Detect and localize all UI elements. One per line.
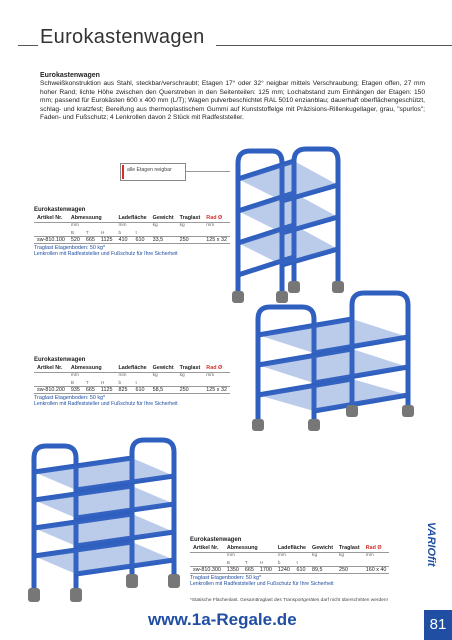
cart-image-medium <box>242 285 426 433</box>
sub-cell <box>203 229 230 236</box>
cell-width: 1350 <box>224 566 242 573</box>
sub-cell <box>363 559 390 566</box>
sub-cell: T <box>83 379 98 386</box>
sub-cell: T <box>242 559 257 566</box>
unit-cell: mm <box>70 223 79 229</box>
col-load: Traglast <box>177 365 204 372</box>
col-load-area: Ladefläche <box>275 545 309 552</box>
article-number: sw-810.100 <box>34 236 68 243</box>
unit-cell: kg <box>179 223 185 229</box>
spec-note-safety: Lenkrollen mit Radfeststeller und Fußschutz für Ihre Sicherheit <box>190 580 334 587</box>
table-row <box>34 386 230 393</box>
spec-heading: Eurokastenwagen <box>34 207 86 213</box>
sub-cell <box>336 559 363 566</box>
footnote: *Statische Flächenlast. Gesamttraglast des Transportgerätes darf nicht überschritten werden! <box>190 598 388 603</box>
callout-accent-bar <box>122 165 124 179</box>
cart-image-small <box>224 141 352 307</box>
unit-cell: mm <box>70 373 79 379</box>
spec-heading: Eurokastenwagen <box>34 357 86 363</box>
unit-cell: mm <box>277 553 286 559</box>
intro-heading: Eurokastenwagen <box>40 72 100 79</box>
sub-cell: t <box>294 559 310 566</box>
sub-cell <box>177 379 204 386</box>
unit-cell: kg <box>152 373 158 379</box>
cell-area-t: 610 <box>294 566 310 573</box>
sub-cell: b <box>115 229 132 236</box>
sub-cell <box>309 559 336 566</box>
col-wheel: Rad Ø <box>363 545 390 552</box>
col-article: Artikel Nr. <box>34 215 68 222</box>
unit-cell: kg <box>339 553 345 559</box>
sub-cell: B <box>68 229 83 236</box>
spec-block-1 <box>34 207 230 257</box>
spec-note-safety: Lenkrollen mit Radfeststeller und Fußschutz für Ihre Sicherheit <box>34 400 178 407</box>
cell-area-b: 1240 <box>275 566 294 573</box>
cell-height: 1700 <box>257 566 275 573</box>
sub-cell: H <box>257 559 275 566</box>
spec-note-load: Traglast Etagenboden: 50 kg* <box>34 394 106 401</box>
unit-cell: kg <box>312 553 318 559</box>
unit-cell: mm <box>365 553 374 559</box>
title-row <box>18 26 438 50</box>
spec-note-load: Traglast Etagenboden: 50 kg* <box>34 244 106 251</box>
cart-image-large <box>20 436 188 606</box>
sub-cell: t <box>133 379 150 386</box>
sub-cell: b <box>275 559 294 566</box>
sub-cell <box>150 229 177 236</box>
intro-body: Schweißkonstruktion aus Stahl, steckbar/verschraubt; Etagen 17° oder 32° neigbar mittels Verschraubung; Etagen offen, 27 mm hoher Rand; lichte Höhe zwischen den Querstreben in den Seitenteilen: 125 mm; Lochabstand zum Einhängen der Etagen: 150 mm; passend für Eurokästen 600 x 400 mm (L/T); Wagen pulverbeschichtet RAL 5010 enzianblau; dauerhaft oberflächengeschützt, schlag- und kratzfest; Bereifung aus thermoplastischem Gummi auf Kunststoffelge mit Präzisions-Rillenkugellager, grau, "spurlos"; Faden- und Fußschutz; 4 Lenkrollen davon 2 Stück mit Radfeststeller. <box>40 80 425 122</box>
tilt-callout: alle Etagen neigbar <box>120 163 186 181</box>
col-article: Artikel Nr. <box>190 545 224 552</box>
page-number: 81 <box>424 610 452 640</box>
col-article: Artikel Nr. <box>34 365 68 372</box>
unit-cell: mm <box>206 223 215 229</box>
table-row <box>34 236 230 243</box>
unit-cell <box>34 372 68 379</box>
cell-load: 250 <box>336 566 363 573</box>
title-rule-left <box>18 45 38 46</box>
cell-depth: 665 <box>242 566 257 573</box>
sub-cell <box>177 229 204 236</box>
unit-cell: mm <box>118 373 127 379</box>
col-load-area: Ladefläche <box>115 215 149 222</box>
cell-depth: 665 <box>83 386 98 393</box>
unit-cell <box>190 552 224 559</box>
spec-table <box>34 365 230 394</box>
cell-area-t: 610 <box>133 386 150 393</box>
spec-table <box>34 215 230 244</box>
cell-weight: 33,5 <box>150 236 177 243</box>
brand-logo <box>423 522 437 592</box>
cell-wheel: 160 x 40 <box>363 566 390 573</box>
sub-cell: B <box>68 379 83 386</box>
col-load-area: Ladefläche <box>115 365 149 372</box>
cell-area-b: 825 <box>115 386 132 393</box>
col-load: Traglast <box>177 215 204 222</box>
cell-width: 520 <box>68 236 83 243</box>
col-wheel: Rad Ø <box>203 365 230 372</box>
brand-text: VARIOfit <box>425 522 437 567</box>
unit-cell: mm <box>226 553 235 559</box>
sub-cell <box>34 229 68 236</box>
unit-cell: kg <box>152 223 158 229</box>
sub-cell: H <box>98 229 116 236</box>
sub-cell: B <box>224 559 242 566</box>
col-dimensions: Abmessung <box>224 545 275 552</box>
cell-depth: 665 <box>83 236 98 243</box>
col-dimensions: Abmessung <box>68 365 116 372</box>
spec-table <box>190 545 389 574</box>
cell-weight: 58,5 <box>150 386 177 393</box>
article-number: sw-810.300 <box>190 566 224 573</box>
cell-load: 250 <box>177 386 204 393</box>
sub-cell: T <box>83 229 98 236</box>
cell-area-t: 610 <box>133 236 150 243</box>
col-weight: Gewicht <box>150 365 177 372</box>
spec-block-3 <box>190 537 389 587</box>
sub-cell <box>150 379 177 386</box>
unit-cell: mm <box>118 223 127 229</box>
sub-cell: b <box>115 379 132 386</box>
sub-cell <box>190 559 224 566</box>
cell-width: 935 <box>68 386 83 393</box>
spec-heading: Eurokastenwagen <box>190 537 242 543</box>
cell-area-b: 410 <box>115 236 132 243</box>
table-row <box>190 566 389 573</box>
cell-wheel: 125 x 32 <box>203 386 230 393</box>
col-weight: Gewicht <box>150 215 177 222</box>
cell-height: 1125 <box>98 386 116 393</box>
cell-height: 1125 <box>98 236 116 243</box>
article-number: sw-810.200 <box>34 386 68 393</box>
unit-cell: mm <box>206 373 215 379</box>
col-weight: Gewicht <box>309 545 336 552</box>
sub-cell: t <box>133 229 150 236</box>
cell-wheel: 125 x 32 <box>203 236 230 243</box>
unit-cell: kg <box>179 373 185 379</box>
spec-note-load: Traglast Etagenboden: 50 kg* <box>190 574 262 581</box>
title-rule-right <box>216 45 452 46</box>
spec-block-2 <box>34 357 230 407</box>
page-title: Eurokastenwagen <box>40 26 205 48</box>
spec-note-safety: Lenkrollen mit Radfeststeller und Fußschutz für Ihre Sicherheit <box>34 250 178 257</box>
sub-cell <box>203 379 230 386</box>
col-load: Traglast <box>336 545 363 552</box>
sub-cell <box>34 379 68 386</box>
cell-weight: 89,5 <box>309 566 336 573</box>
col-wheel: Rad Ø <box>203 215 230 222</box>
sub-cell: H <box>98 379 116 386</box>
cell-load: 250 <box>177 236 204 243</box>
col-dimensions: Abmessung <box>68 215 116 222</box>
unit-cell <box>34 222 68 229</box>
footer-url-link[interactable]: www.1a-Regale.de <box>148 610 297 629</box>
